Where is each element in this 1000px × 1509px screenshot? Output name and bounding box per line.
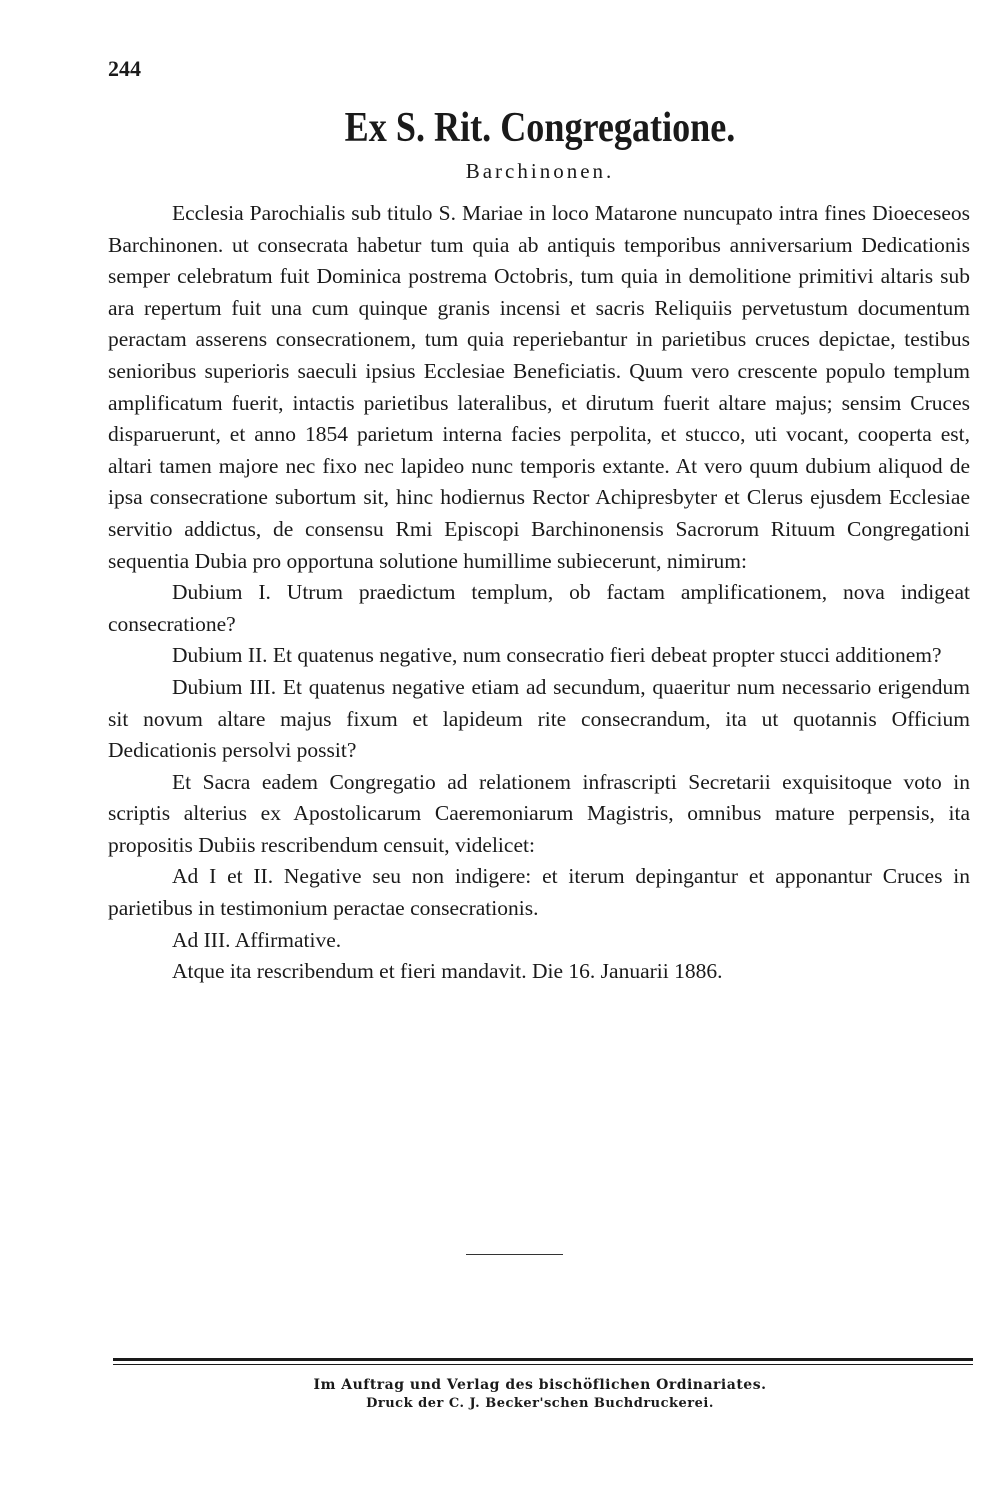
paragraph-intro: Ecclesia Parochialis sub titulo S. Mariae in loco Matarone nuncupato intra fines Dioeceseos Barchinonen. ut consecrata habetur tum quia ab antiquis temporibus anniversarium Dedicationis semper celebratum fuit Dominica postrema Octobris, tum quia in demolitione primitivi altaris sub ara repertum fuit una cum quinque granis incensi et sacris Reliquiis pervetustum documentum peractam asserens consecrationem, tum quia reperiebantur in parietibus cruces depictae, testibus senioribus superioris saeculi ipsius Ecclesiae Beneficiatis. Quum vero crescente populo templum amplificatum fuerit, intactis parietibus lateralibus, et dirutum fuerit altare majus; sensim Cruces disparuerunt, et anno 1854 parietum interna facies perpolita, et stucco, uti vocant, cooperta est, altari tamen majore nec fixo nec lapideo nunc temporis extante. At vero quum dubium aliquod de ipsa consecratione subortum sit, hinc hodiernus Rector Achipresbyter et Clerus ejusdem Ecclesiae servitio addictus, de consensu Rmi Episcopi Barchinonensis Sacrorum Rituum Congregationi sequentia Dubia pro opportuna solutione humillime subiecerunt, nimirum:	[108, 201, 970, 573]
paragraph-dubium-3: Dubium III. Et quatenus negative etiam ad secundum, quaeritur num necessario erigendum sit novum altare majus fixum et lapideum rite consecrandum, ita ut quotannis Officium Dedicationis persolvi possit?	[108, 674, 970, 763]
paragraph-answer-3: Ad III. Affirmative.	[172, 927, 342, 952]
footer-rule-thin	[113, 1364, 973, 1365]
paragraph-dubium-1: Dubium I. Utrum praedictum templum, ob factam amplificationem, nova indigeat consecratione?	[108, 580, 970, 636]
imprint-publisher: Im Auftrag und Verlag des bischöflichen Ordinariates.	[313, 1377, 767, 1393]
paragraph-closing: Atque ita rescribendum et fieri mandavit. Die 16. Januarii 1886.	[172, 959, 723, 984]
footer-rule-thick	[113, 1358, 973, 1361]
paragraph-answer-1-2: Ad I et II. Negative seu non indigere: et iterum depingantur et apponantur Cruces in parietibus in testimonium peractae consecrationis.	[108, 864, 970, 921]
document-body	[108, 198, 970, 988]
paragraph-response-intro: Et Sacra eadem Congregatio ad relationem infrascripti Secretarii exquisitoque voto in scriptis alterius ex Apostolicarum Caeremoniarum Magistris, omnibus mature perpensis, ita propositis Dubiis rescribendum censuit, videlicet:	[108, 769, 970, 857]
paragraph-dubium-2: Dubium II. Et quatenus negative, num consecratio fieri debeat propter stucci additionem?	[172, 643, 942, 668]
page-title: Ex S. Rit. Congregatione.	[344, 105, 736, 151]
section-separator	[466, 1254, 563, 1255]
page-number: 244	[108, 56, 141, 81]
page-subtitle: Barchinonen.	[465, 159, 615, 183]
imprint-printer: Druck der C. J. Becker'schen Buchdruckerei.	[366, 1396, 714, 1411]
